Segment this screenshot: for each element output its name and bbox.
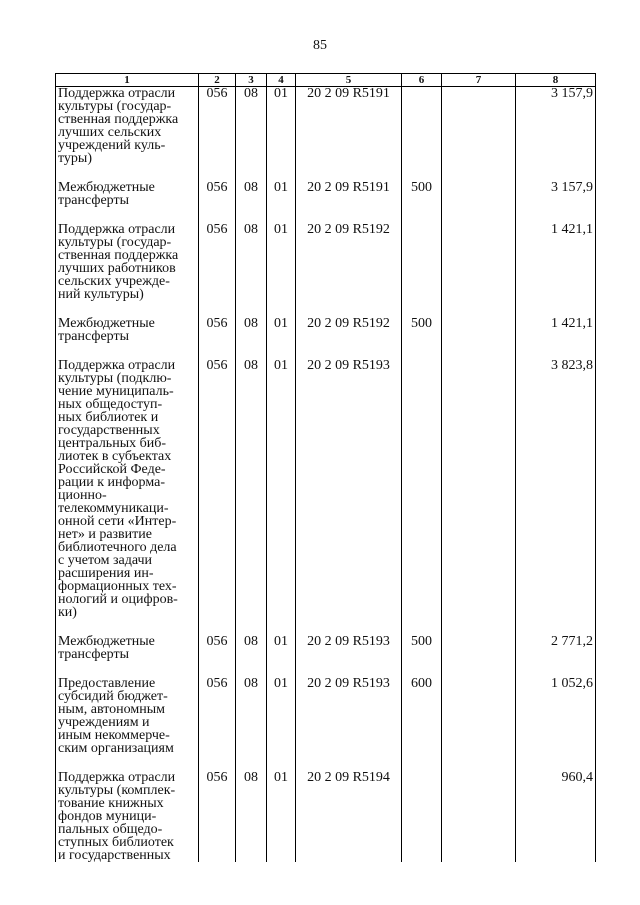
row-name-line: Предоставление — [58, 676, 156, 691]
column-header: 2 — [199, 74, 236, 87]
row-spacer — [56, 755, 596, 771]
spacer-cell — [199, 207, 236, 223]
table-row — [56, 359, 596, 619]
code-4-cell: 01 — [267, 223, 296, 301]
spacer-cell — [442, 661, 516, 677]
table-row — [56, 635, 596, 661]
row-name-cell — [56, 317, 199, 343]
code-5-cell: 20 2 09 R5194 — [296, 771, 402, 862]
code-2-cell: 056 — [199, 317, 236, 343]
code-4-cell: 01 — [267, 87, 296, 166]
code-3-cell: 08 — [236, 359, 267, 619]
row-name-line: трансферты — [58, 647, 130, 662]
code-4-cell: 01 — [267, 181, 296, 207]
spacer-cell — [199, 301, 236, 317]
column-header: 5 — [296, 74, 402, 87]
code-7-cell — [442, 317, 516, 343]
spacer-cell — [236, 343, 267, 359]
code-6-cell — [402, 771, 442, 862]
row-name-cell — [56, 223, 199, 301]
spacer-cell — [199, 661, 236, 677]
row-name-line: иным некоммерче- — [58, 728, 170, 743]
amount-cell: 960,4 — [516, 771, 596, 862]
spacer-cell — [236, 207, 267, 223]
row-name-line: центральных биб- — [58, 436, 166, 451]
row-name-line: ственная поддержка — [58, 248, 179, 263]
row-spacer — [56, 661, 596, 677]
spacer-cell — [402, 661, 442, 677]
code-7-cell — [442, 181, 516, 207]
row-name-cell — [56, 677, 199, 755]
code-5-cell: 20 2 09 R5191 — [296, 87, 402, 166]
row-name-line: лучших сельских — [58, 125, 162, 140]
code-7-cell — [442, 223, 516, 301]
code-7-cell — [442, 87, 516, 166]
code-3-cell: 08 — [236, 87, 267, 166]
row-name-line: культуры (подклю- — [58, 371, 172, 386]
spacer-cell — [56, 207, 199, 223]
row-name-line: лучших работников — [58, 261, 176, 276]
spacer-cell — [56, 343, 199, 359]
row-name-line: фондов муници- — [58, 809, 157, 824]
code-2-cell: 056 — [199, 771, 236, 862]
code-2-cell: 056 — [199, 635, 236, 661]
spacer-cell — [56, 755, 199, 771]
code-5-cell: 20 2 09 R5191 — [296, 181, 402, 207]
code-4-cell: 01 — [267, 317, 296, 343]
row-name-line: ных библиотек и — [58, 410, 159, 425]
row-name-line: онной сети «Интер- — [58, 514, 177, 529]
spacer-cell — [442, 301, 516, 317]
row-name-line: Поддержка отрасли — [58, 86, 176, 101]
spacer-cell — [56, 165, 199, 181]
row-name-line: трансферты — [58, 329, 130, 344]
code-2-cell: 056 — [199, 181, 236, 207]
row-name-line: ственная поддержка — [58, 112, 179, 127]
table-row — [56, 317, 596, 343]
table-row — [56, 87, 596, 166]
spacer-cell — [516, 165, 596, 181]
spacer-cell — [199, 165, 236, 181]
row-spacer — [56, 165, 596, 181]
column-header: 3 — [236, 74, 267, 87]
spacer-cell — [236, 755, 267, 771]
spacer-cell — [402, 343, 442, 359]
row-name-cell — [56, 635, 199, 661]
spacer-cell — [516, 343, 596, 359]
code-6-cell: 500 — [402, 181, 442, 207]
row-name-line: субсидий бюджет- — [58, 689, 168, 704]
spacer-cell — [56, 301, 199, 317]
code-2-cell: 056 — [199, 359, 236, 619]
spacer-cell — [442, 165, 516, 181]
column-header: 8 — [516, 74, 596, 87]
code-2-cell: 056 — [199, 223, 236, 301]
amount-cell: 1 052,6 — [516, 677, 596, 755]
budget-table — [55, 73, 596, 862]
column-header: 4 — [267, 74, 296, 87]
row-name-line: телекоммуникаци- — [58, 501, 169, 516]
spacer-cell — [296, 619, 402, 635]
code-6-cell — [402, 87, 442, 166]
code-7-cell — [442, 771, 516, 862]
row-name-line: пальных общедо- — [58, 822, 163, 837]
spacer-cell — [296, 661, 402, 677]
row-name-line: культуры (государ- — [58, 235, 172, 250]
code-5-cell: 20 2 09 R5192 — [296, 317, 402, 343]
amount-cell: 1 421,1 — [516, 223, 596, 301]
row-name-line: сельских учрежде- — [58, 274, 170, 289]
code-5-cell: 20 2 09 R5192 — [296, 223, 402, 301]
spacer-cell — [516, 207, 596, 223]
row-name-line: лиотек в субъектах — [58, 449, 172, 464]
spacer-cell — [402, 755, 442, 771]
row-name-cell — [56, 771, 199, 862]
code-3-cell: 08 — [236, 771, 267, 862]
spacer-cell — [402, 165, 442, 181]
row-name-line: тование книжных — [58, 796, 164, 811]
code-6-cell: 500 — [402, 635, 442, 661]
amount-cell: 1 421,1 — [516, 317, 596, 343]
code-5-cell: 20 2 09 R5193 — [296, 635, 402, 661]
row-name-cell — [56, 359, 199, 619]
row-name-line: культуры (комплек- — [58, 783, 176, 798]
row-name-line: Поддержка отрасли — [58, 222, 176, 237]
spacer-cell — [267, 301, 296, 317]
spacer-cell — [442, 755, 516, 771]
row-name-line: туры) — [58, 151, 93, 166]
spacer-cell — [296, 755, 402, 771]
table-row — [56, 677, 596, 755]
code-6-cell — [402, 223, 442, 301]
page-number: 85 — [313, 38, 327, 53]
code-5-cell: 20 2 09 R5193 — [296, 359, 402, 619]
code-6-cell: 500 — [402, 317, 442, 343]
code-6-cell: 600 — [402, 677, 442, 755]
row-name-line: ний культуры) — [58, 287, 144, 302]
amount-cell: 3 157,9 — [516, 87, 596, 166]
spacer-cell — [236, 165, 267, 181]
table-row — [56, 181, 596, 207]
row-name-line: трансферты — [58, 193, 130, 208]
spacer-cell — [236, 619, 267, 635]
spacer-cell — [267, 755, 296, 771]
code-7-cell — [442, 677, 516, 755]
spacer-cell — [516, 619, 596, 635]
row-name-line: ки) — [58, 605, 77, 620]
code-3-cell: 08 — [236, 181, 267, 207]
spacer-cell — [56, 661, 199, 677]
row-name-line: нет» и развитие — [58, 527, 152, 542]
row-name-line: и государственных — [58, 848, 171, 863]
row-name-line: культуры (государ- — [58, 99, 172, 114]
table-row — [56, 223, 596, 301]
column-header: 1 — [56, 74, 199, 87]
spacer-cell — [267, 165, 296, 181]
row-spacer — [56, 207, 596, 223]
code-4-cell: 01 — [267, 359, 296, 619]
row-name-cell — [56, 181, 199, 207]
row-name-line: ным, автономным — [58, 702, 166, 717]
spacer-cell — [442, 207, 516, 223]
code-7-cell — [442, 359, 516, 619]
spacer-cell — [402, 301, 442, 317]
code-4-cell: 01 — [267, 635, 296, 661]
spacer-cell — [402, 207, 442, 223]
code-2-cell: 056 — [199, 87, 236, 166]
code-3-cell: 08 — [236, 317, 267, 343]
spacer-cell — [442, 343, 516, 359]
row-name-line: формационных тех- — [58, 579, 177, 594]
row-name-line: ским организациям — [58, 741, 174, 756]
row-name-line: Межбюджетные — [58, 316, 155, 331]
spacer-cell — [199, 343, 236, 359]
row-name-line: ционно- — [58, 488, 107, 503]
row-name-line: чение муниципаль- — [58, 384, 174, 399]
spacer-cell — [296, 165, 402, 181]
code-5-cell: 20 2 09 R5193 — [296, 677, 402, 755]
row-name-line: учреждениям и — [58, 715, 150, 730]
spacer-cell — [267, 619, 296, 635]
row-name-line: библиотечного дела — [58, 540, 177, 555]
code-4-cell: 01 — [267, 771, 296, 862]
row-name-line: Поддержка отрасли — [58, 358, 176, 373]
amount-cell: 2 771,2 — [516, 635, 596, 661]
spacer-cell — [442, 619, 516, 635]
spacer-cell — [236, 301, 267, 317]
row-name-cell — [56, 87, 199, 166]
column-header: 6 — [402, 74, 442, 87]
spacer-cell — [402, 619, 442, 635]
row-spacer — [56, 343, 596, 359]
row-name-line: государственных — [58, 423, 160, 438]
row-spacer — [56, 619, 596, 635]
row-name-line: нологий и оцифров- — [58, 592, 178, 607]
spacer-cell — [236, 661, 267, 677]
code-3-cell: 08 — [236, 223, 267, 301]
row-name-line: Межбюджетные — [58, 634, 155, 649]
code-7-cell — [442, 635, 516, 661]
row-spacer — [56, 301, 596, 317]
row-name-line: Российской Феде- — [58, 462, 166, 477]
header-row — [56, 74, 596, 87]
row-name-line: Поддержка отрасли — [58, 770, 176, 785]
row-name-line: с учетом задачи — [58, 553, 153, 568]
row-name-line: ных общедоступ- — [58, 397, 163, 412]
row-name-line: рации к информа- — [58, 475, 165, 490]
spacer-cell — [267, 661, 296, 677]
spacer-cell — [516, 661, 596, 677]
spacer-cell — [56, 619, 199, 635]
spacer-cell — [516, 301, 596, 317]
spacer-cell — [296, 343, 402, 359]
spacer-cell — [296, 301, 402, 317]
spacer-cell — [199, 755, 236, 771]
code-3-cell: 08 — [236, 635, 267, 661]
amount-cell: 3 823,8 — [516, 359, 596, 619]
code-3-cell: 08 — [236, 677, 267, 755]
code-4-cell: 01 — [267, 677, 296, 755]
spacer-cell — [267, 207, 296, 223]
row-name-line: расширения ин- — [58, 566, 154, 581]
spacer-cell — [516, 755, 596, 771]
row-name-line: учреждений куль- — [58, 138, 166, 153]
table-row — [56, 771, 596, 862]
spacer-cell — [267, 343, 296, 359]
amount-cell: 3 157,9 — [516, 181, 596, 207]
row-name-line: Межбюджетные — [58, 180, 155, 195]
code-2-cell: 056 — [199, 677, 236, 755]
row-name-line: ступных библиотек — [58, 835, 174, 850]
column-header: 7 — [442, 74, 516, 87]
spacer-cell — [199, 619, 236, 635]
spacer-cell — [296, 207, 402, 223]
code-6-cell — [402, 359, 442, 619]
